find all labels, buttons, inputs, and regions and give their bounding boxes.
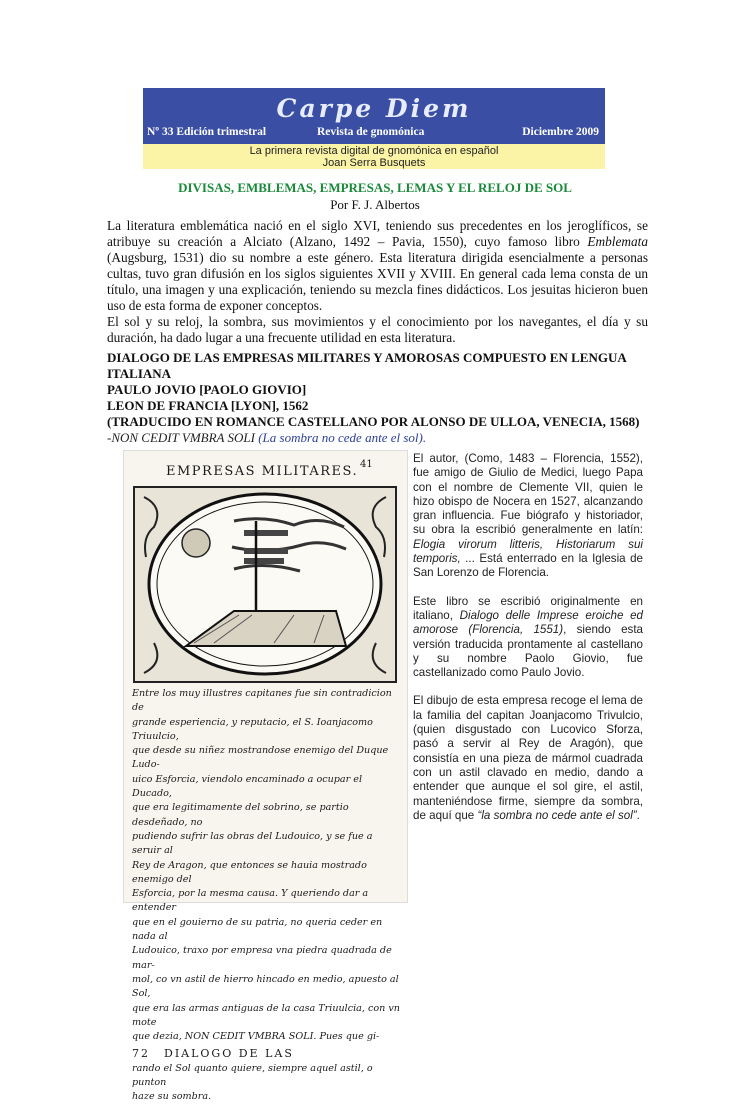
woodcut-line: que era legitimamente del sobrino, se partio desdeñado, no <box>132 802 349 828</box>
woodcut-page-mark: 41 <box>360 459 373 470</box>
magazine-title: Carpe Diem <box>276 94 472 123</box>
woodcut-line: pudiendo sufrir las obras del Ludouico, y se fue a seruir al <box>132 830 373 857</box>
woodcut-footer-title: DIALOGO DE LAS <box>164 1047 294 1061</box>
motto-spanish: (La sombra no cede ante el sol). <box>254 430 427 445</box>
article-author: Por F. J. Albertos <box>330 197 420 212</box>
intro-text-part: (Augsburg, 1531) dio su nombre a este género. Esta literatura dirigida esencialmente a personas cultas, tuvo gran difusión en los siglos siguientes XVII y XVIII. En general cada lema consta de un título, una imagen y una explicación, teniendo su mezcla fines didácticos. Los jesuitas hicieron buen uso de esta forma de exponer conceptos. <box>107 250 648 313</box>
masthead-banner <box>143 88 605 144</box>
italian-book-title: Dialogo delle Imprese eroiche ed amorose (Florencia, 1551) <box>413 608 644 637</box>
woodcut-header: EMPRESAS MILITARES. <box>166 464 359 479</box>
intro-paragraph-2: El sol y su reloj, la sombra, sus movimientos y el conocimiento por los navegantes, el día y su duración, ha dado lugar a una frecuente utilidad en esta literatura. <box>107 314 648 345</box>
woodcut-line: mol, co vn astil de hierro hincado en medio, apuesto al Sol, <box>132 973 399 1000</box>
intro-paragraph-1 <box>107 218 648 314</box>
latin-works-titles: Elogia virorum litteris, Historiarum sui temporis, <box>413 537 643 566</box>
woodcut-line: Ludouico, traxo por empresa vna piedra quadrada de mar- <box>132 945 392 971</box>
right-text-part: Este libro se escribió originalmente en italiano, <box>413 594 643 622</box>
right-paragraph-2 <box>413 595 643 681</box>
right-text-part: ... Está enterrado en la Iglesia de San Lorenzo de Florencia. <box>413 552 643 580</box>
right-text-part: El dibujo de esta empresa recoge el lema de la familia del capitan Joanjacomo Trivulcio, (quien disgustado con Lucovico Sforza, pasó a servir al Rey de Aragón), que consistía en una pieza de mármol cuadrada con un astil clavado en medio, dando a entender que aunque el sol gire, el astil, manteniéndose firme, siempre da sombra, de aquí que <box>413 694 643 822</box>
right-text-part: . <box>636 808 640 822</box>
motto-latin: -NON CEDIT VMBRA SOLI <box>107 430 255 445</box>
woodcut-line: que era las armas antiguas de la casa Triuulcia, con vn mote <box>132 1002 400 1028</box>
woodcut-footer-page: 72 <box>132 1047 150 1061</box>
right-text-part: , siendo esta versión traducida prontamente al castellano y su nombre Paolo Giovio, fue castellanizado como Paulo Jovio. <box>413 623 643 680</box>
right-paragraph-3 <box>413 694 643 823</box>
woodcut-text <box>132 687 402 1105</box>
intro-text-part: La literatura emblemática nació en el siglo XVI, teniendo sus precedentes en los jeroglíficos, se atribuye su creación a Alciato (Alzano, 1492 – Pavia, 1550), cuyo famoso libro <box>107 218 648 249</box>
masthead-tagline-bar <box>143 144 605 169</box>
masthead <box>143 88 605 169</box>
woodcut-footer-heading <box>132 1047 402 1061</box>
editor-name: Joan Serra Busquets <box>322 157 426 169</box>
woodcut-line: Esforcia, por la mesma causa. Y queriendo dar a entender <box>132 888 369 914</box>
woodcut-line: rando el Sol quanto quiere, siempre aquel astil, o punton <box>132 1062 373 1089</box>
motto-line <box>107 430 648 446</box>
woodcut-line: que desde su niñez mostrandose enemigo del Duque Ludo- <box>132 745 389 771</box>
motto-quote: “la sombra no cede ante el sol” <box>477 808 637 822</box>
emblem-woodcut-image <box>123 450 408 1103</box>
sun-icon <box>182 529 210 557</box>
woodcut-line: Rey de Aragon, que entonces se hauia mostrado enemigo del <box>132 859 367 885</box>
right-text-part: El autor, (Como, 1483 – Florencia, 1552), fue amigo de Giulio de Medici, luego Papa con el nombre de Clemente VII, quien le hizo obispo de Nocera en 1527, alcanzando gran influencia. Fue biógrafo y historiador, su obra la escribió generalmente en latín: <box>413 452 643 537</box>
section-line-1: DIALOGO DE LAS EMPRESAS MILITARES Y AMOROSAS COMPUESTO EN LENGUA ITALIANA <box>107 350 627 381</box>
woodcut-line: uico Esforcia, viendolo encaminado a ocupar el Ducado, <box>132 773 363 800</box>
book-title-emblemata: Emblemata <box>587 234 648 249</box>
section-heading <box>107 350 648 446</box>
woodcut-line: que dezia, NON CEDIT VMBRA SOLI. Pues que gi- <box>132 1031 380 1043</box>
section-line-2: PAULO JOVIO [PAOLO GIOVIO] <box>107 382 307 397</box>
right-column <box>413 452 643 837</box>
issue-number: Nº 33 Edición trimestral <box>147 126 267 138</box>
article-title: DIVISAS, EMBLEMAS, EMPRESAS, LEMAS Y EL RELOJ DE SOL <box>178 180 572 195</box>
woodcut-line: haze su sombra. <box>132 1091 212 1103</box>
magazine-subtitle: Revista de gnomónica <box>317 126 425 138</box>
right-paragraph-1 <box>413 452 643 581</box>
woodcut-line: grande esperiencia, y reputacio, el S. Ioanjacomo Triuulcio, <box>132 716 373 742</box>
intro-text <box>107 218 648 346</box>
tagline: La primera revista digital de gnomónica en español <box>249 145 499 157</box>
section-line-3: LEON DE FRANCIA [LYON], 1562 <box>107 398 309 413</box>
issue-date: Diciembre 2009 <box>522 126 599 138</box>
article-heading <box>0 180 750 213</box>
woodcut-line: Entre los muy illustres capitanes fue sin contradicion de <box>132 688 392 714</box>
woodcut-line: que en el gouierno de su patria, no queria ceder en nada al <box>132 916 383 943</box>
section-line-4: (TRADUCIDO EN ROMANCE CASTELLANO POR ALONSO DE ULLOA, VENECIA, 1568) <box>107 414 640 429</box>
